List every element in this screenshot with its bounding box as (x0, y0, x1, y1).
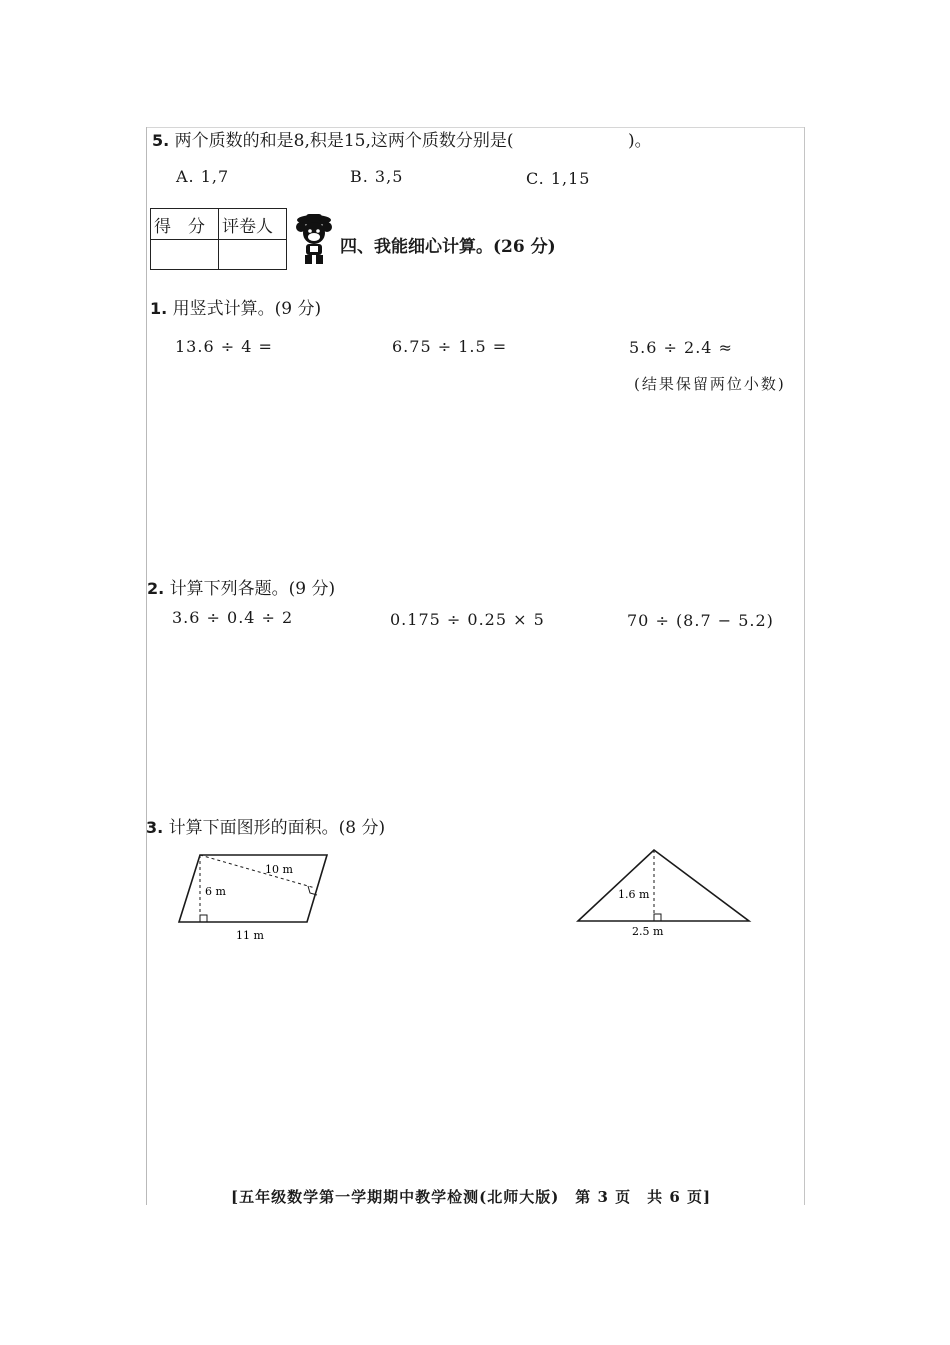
score-table (150, 208, 287, 270)
expression-4: 3.6 ÷ 0.4 ÷ 2 (172, 608, 294, 627)
problem-title: 计算下面图形的面积。(8 分) (168, 818, 386, 838)
problem-title: 计算下列各题。(9 分) (169, 579, 336, 599)
score-cell[interactable] (151, 240, 219, 270)
problem-3-heading: 3. 计算下面图形的面积。(8 分) (146, 818, 386, 838)
problem-number: 2 (147, 579, 159, 598)
question-text-end: )。 (628, 131, 652, 151)
height-label: 6 m (205, 885, 226, 898)
height-label: 1.6 m (618, 888, 650, 901)
right-angle-mark (200, 915, 207, 922)
base-label: 2.5 m (632, 925, 664, 938)
expression-2: 6.75 ÷ 1.5 = (392, 337, 508, 356)
score-label: 得 分 (151, 209, 219, 240)
perpendicular-line (200, 855, 315, 888)
parallelogram-shape (179, 855, 327, 922)
option-c: C. 1,15 (526, 169, 591, 188)
option-b: B. 3,5 (350, 167, 404, 186)
triangle-shape (578, 850, 749, 921)
section-4-title: 四、我能细心计算。(26 分) (340, 237, 556, 257)
page-frame-left (146, 127, 147, 1205)
bear-mascot-icon (292, 212, 336, 266)
expression-1: 13.6 ÷ 4 = (175, 337, 273, 356)
expression-5: 0.175 ÷ 0.25 × 5 (390, 610, 545, 629)
parallelogram-figure (170, 848, 340, 948)
base-label: 11 m (236, 929, 264, 942)
problem-number: 3 (146, 818, 158, 837)
triangle-figure (572, 845, 757, 940)
expression-3: 5.6 ÷ 2.4 ≈ (629, 338, 733, 357)
problem-1-heading: 1. 用竖式计算。(9 分) (150, 299, 322, 319)
question-number: 5 (152, 131, 164, 150)
grader-label: 评卷人 (219, 209, 287, 240)
problem-number: 1 (150, 299, 162, 318)
problem-title: 用竖式计算。(9 分) (172, 299, 322, 319)
grader-cell[interactable] (219, 240, 287, 270)
rounding-note: (结果保留两位小数) (634, 375, 786, 393)
right-angle-mark (654, 914, 661, 921)
problem-2-heading: 2. 计算下列各题。(9 分) (147, 579, 336, 599)
question-text: 两个质数的和是8,积是15,这两个质数分别是( (174, 131, 514, 151)
page-footer: [五年级数学第一学期期中教学检测(北师大版) 第 3 页 共 6 页] (231, 1188, 712, 1206)
option-a: A. 1,7 (176, 167, 230, 186)
side-label: 10 m (265, 863, 293, 876)
expression-6: 70 ÷ (8.7 − 5.2) (627, 611, 774, 630)
question-5: 5. 两个质数的和是8,积是15,这两个质数分别是( (152, 131, 514, 151)
page-frame-right (804, 127, 805, 1205)
